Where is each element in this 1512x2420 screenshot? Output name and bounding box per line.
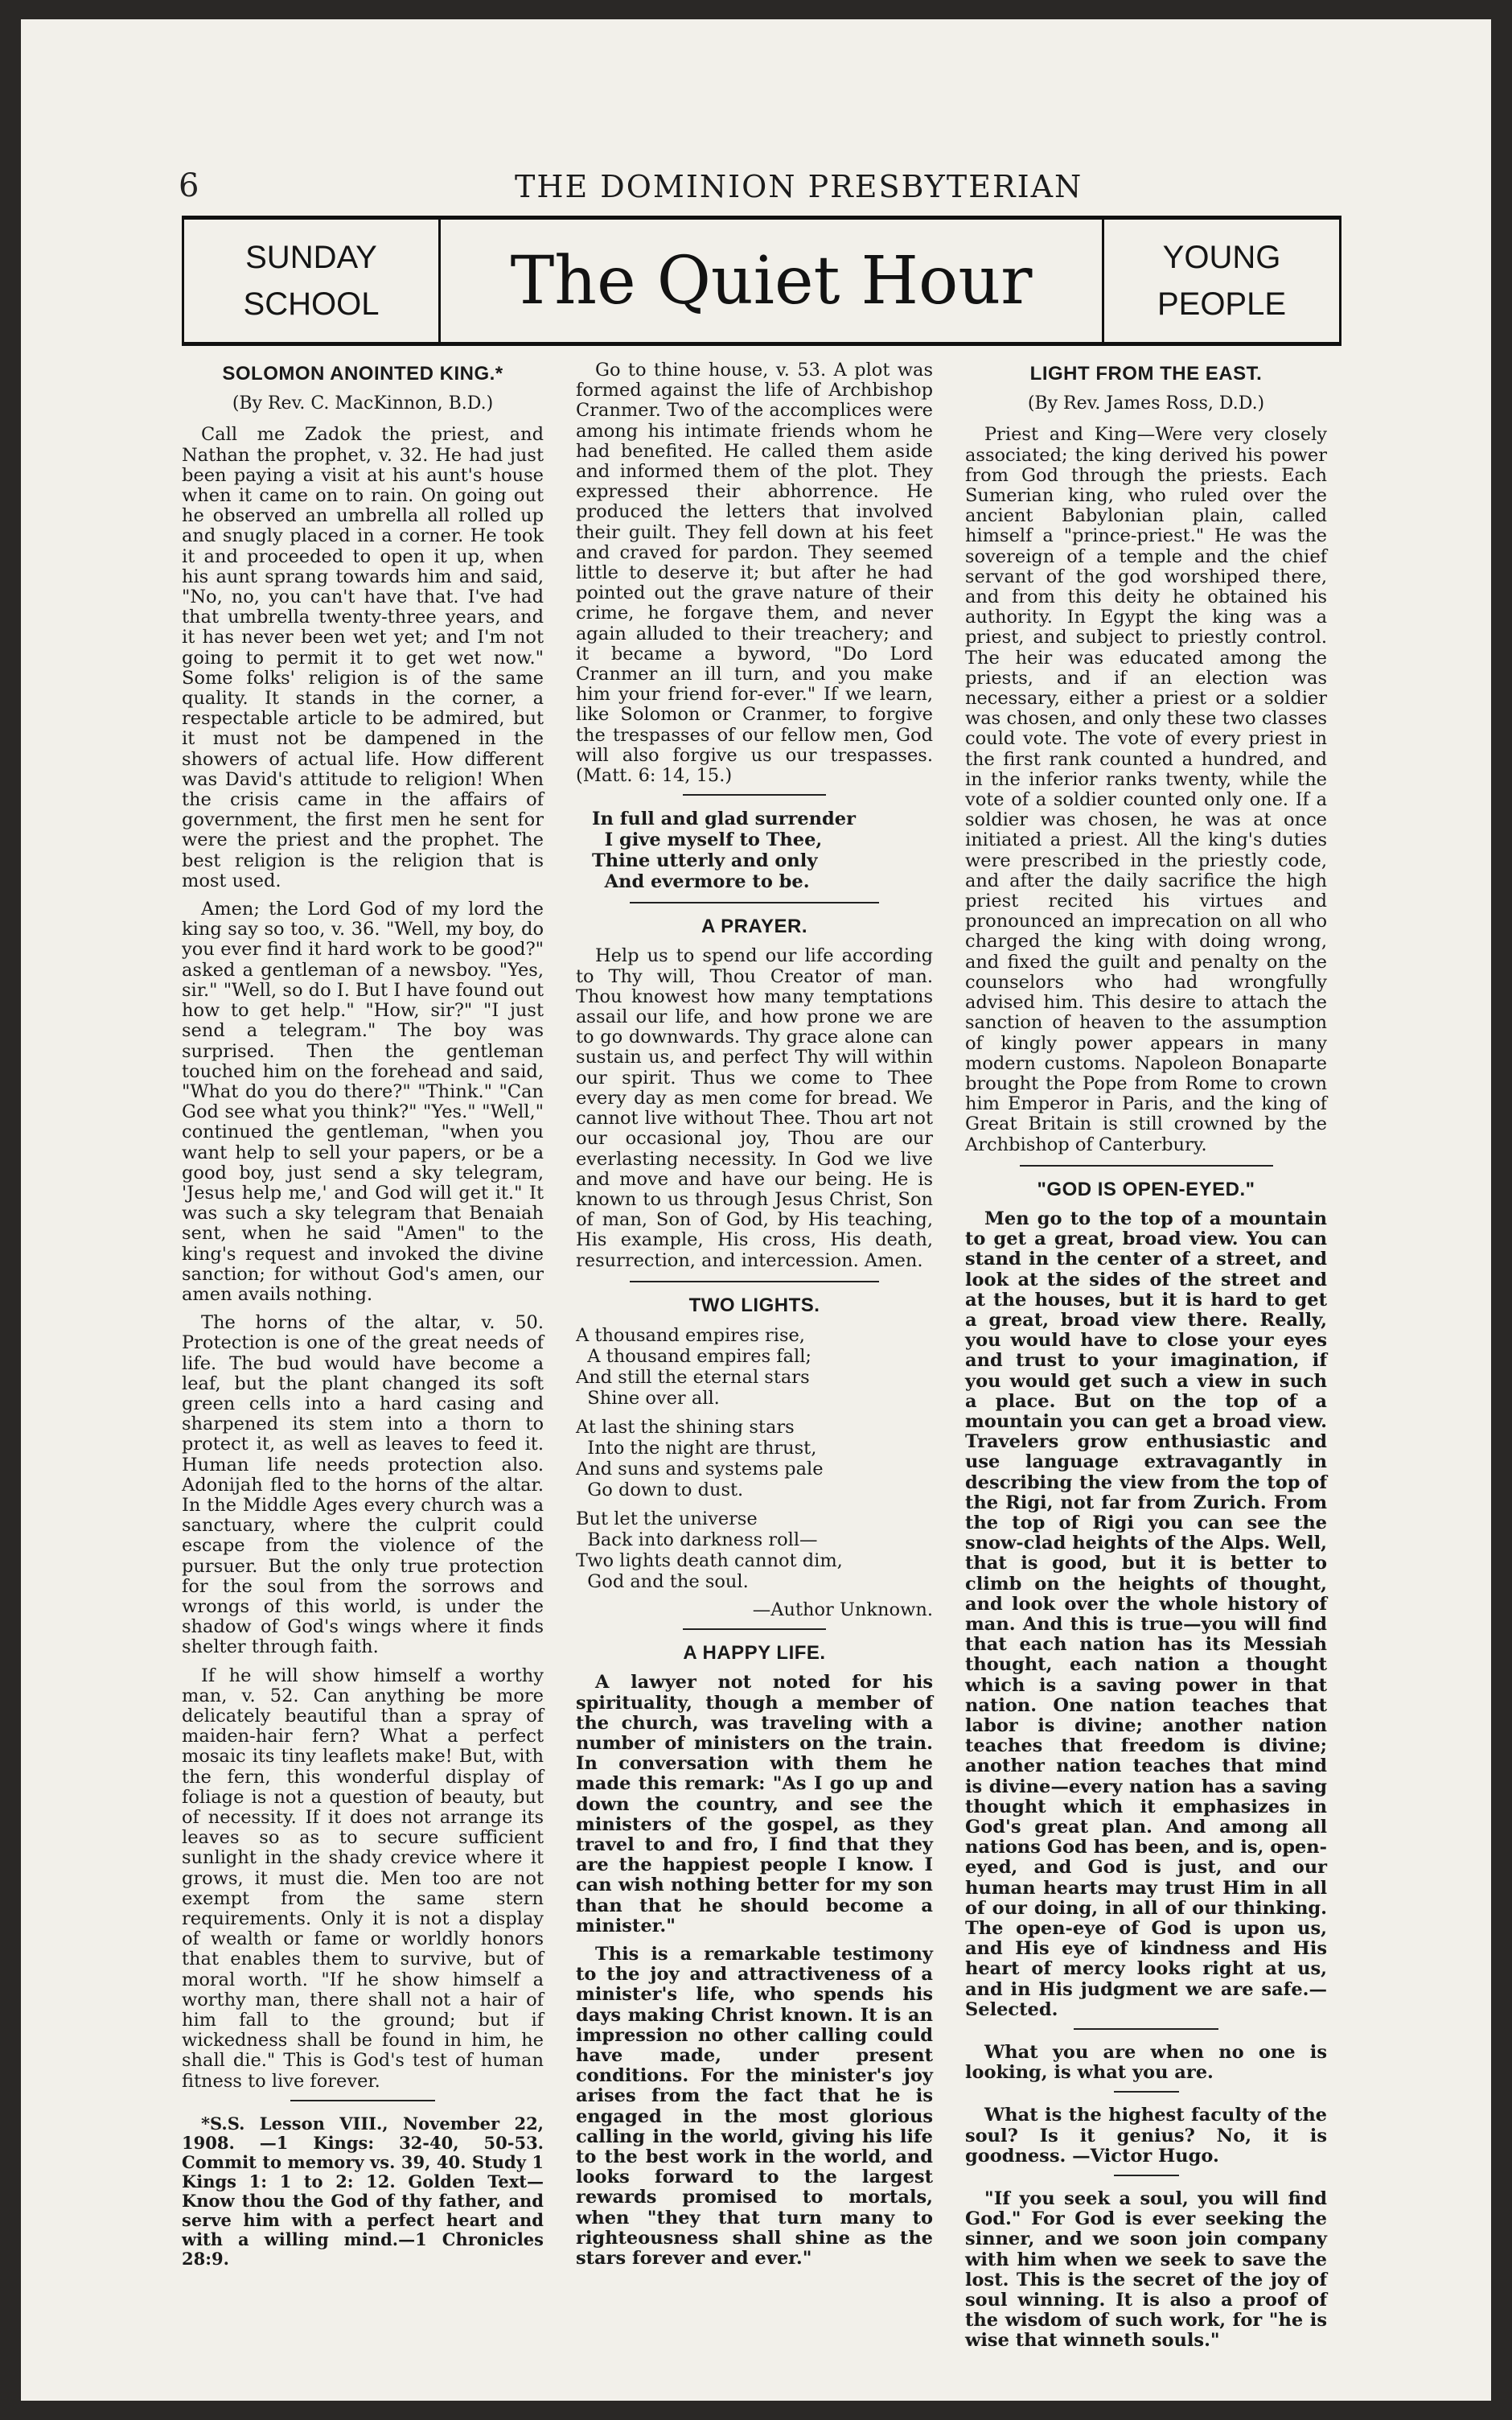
article-heading-two-lights: TWO LIGHTS. bbox=[688, 1294, 820, 1316]
quote-paragraph: What you are when no one is looking, is what you are. bbox=[965, 2042, 1327, 2084]
column-3 bbox=[965, 360, 1327, 2360]
masthead-left-box bbox=[184, 220, 441, 342]
divider bbox=[1114, 2175, 1179, 2176]
divider bbox=[683, 794, 826, 796]
masthead-right-line1: YOUNG bbox=[1162, 240, 1281, 275]
divider bbox=[683, 1628, 826, 1630]
page-number: 6 bbox=[179, 167, 199, 204]
article-paragraph: Call me Zadok the priest, and Nathan the prophet, v. 32. He had just been paying a visit at his aunt's house when it came on to rain. On going out he observed an umbrella all rolled up and snugly placed in a corner. He took it and proceeded to open it up, when his aunt sprang towards him and said, "No, no, you can't have that. I've had that umbrella twenty-three years, and it has never been wet yet; and I'm not going to permit it to get wet now." Some folks' religion is of the same quality. It stands in the corner, a respectable article to be admired, but it must not be dampened in the showers of actual life. How different was David's attitude to religion! When the crisis came in the affairs of government, the first men he sent for were the priest and the prophet. The best religion is the religion that is most used. bbox=[182, 424, 544, 891]
article-paragraph: Amen; the Lord God of my lord the king say so too, v. 36. "Well, my boy, do you ever find it hard work to be good?" asked a gentleman of a newsboy. "Yes, sir." "Well, so do I. But I have found out how to get help." "How, sir?" "I just send a telegram." The boy was surprised. Then the gentleman touched him on the forehead and said, "What do you do there?" "Think." "Can God see what you think?" "Yes." "Well," continued the gentleman, "when you want help to sell your papers, or be a good boy, just send a sky telegram, 'Jesus help me,' and God will get it." It was such a sky telegram that Benaiah sent, when he said "Amen" to the king's request and invoked the divine sanction; for without God's amen, our amen avails nothing. bbox=[182, 899, 544, 1305]
article-heading-prayer: A PRAYER. bbox=[701, 916, 808, 938]
lesson-footnote: *S.S. Lesson VIII., November 22, 1908. —1 Kings: 32-40, 50-53. Commit to memory vs. 39, 40. Study 1 Kings 1: 1 to 2: 12. Golden Text—Know thou the God of thy father, and serve him with a perfect heart and with a willing mind.—1 Chronicles 28:9. bbox=[182, 2113, 544, 2269]
poem-line: A thousand empires rise, bbox=[576, 1324, 805, 1346]
divider bbox=[1074, 2028, 1218, 2030]
article-heading-happy-life: A HAPPY LIFE. bbox=[683, 1642, 826, 1665]
divider bbox=[630, 902, 880, 903]
article-paragraph: Priest and King—Were very closely associated; the king derived his power from God through the priests. Each Sumerian king, who ruled over the ancient Babylonian plain, called himself a "prince-priest." He was the sovereign of a temple and the chief servant of the god worshiped there, and from this deity he obtained his authority. In Egypt the king was a priest, and subject to priestly control. The heir was educated among the priests, and if an election was necessary, either a priest or a soldier was chosen, and only these two classes could vote. The vote of every priest in the first rank counted a hundred, and in the inferior ranks twenty, while the vote of a soldier counted only one. If a soldier was chosen, he was at once initiated a priest. All the king's duties were prescribed in the priestly code, and after the daily sacrifice the high priest recited his virtues and pronounced an imprecation on all who charged the king with doing wrong, and fixed the guilt and penalty on the counselors who had wrongfully advised him. This desire to attach the sanction of heaven to the assumption of kingly power appears in many modern customs. Napoleon Bonaparte brought the Pope from Rome to crown him Emperor in Paris, and the king of Great Britain is still crowned by the Archbishop of Canterbury. bbox=[965, 424, 1327, 1155]
masthead-right-box bbox=[1102, 220, 1339, 342]
masthead-left-line1: SUNDAY bbox=[245, 240, 377, 275]
divider bbox=[630, 1281, 880, 1282]
poem-line: Back into darkness roll— bbox=[576, 1529, 818, 1550]
poem-author: —Author Unknown. bbox=[752, 1599, 933, 1620]
masthead-title: The Quiet Hour bbox=[510, 242, 1033, 319]
column-1 bbox=[182, 360, 544, 2277]
masthead-right-line2: PEOPLE bbox=[1157, 286, 1287, 322]
poem-line: But let the universe bbox=[576, 1508, 758, 1529]
prayer-text: Help us to spend our life according to Thy will, Thou Creator of man. Thou knowest how many temptations assail our life, and how prone we are to go downwards. Thy grace alone can sustain us, and perfect Thy will within our spirit. Thus we come to Thee every day as men come for bread. We cannot live without Thee. Thou art not our occasional joy, Thou are our everlasting necessity. In God we live and move and have our being. He is known to us through Jesus Christ, Son of man, Son of God, by His teaching, His example, His cross, His death, resurrection, and intercession. Amen. bbox=[576, 945, 933, 1271]
article-byline: (By Rev. C. MacKinnon, B.D.) bbox=[232, 393, 494, 414]
verse-line: Thine utterly and only bbox=[592, 850, 818, 872]
divider bbox=[1114, 2091, 1179, 2093]
masthead-left-line2: SCHOOL bbox=[243, 286, 380, 322]
verse-line: And evermore to be. bbox=[592, 871, 810, 893]
masthead bbox=[182, 216, 1341, 346]
running-head: THE DOMINION PRESBYTERIAN bbox=[515, 169, 1083, 204]
article-paragraph: A lawyer not noted for his spirituality, though a member of the church, was traveling with a number of ministers on the train. In conversation with them he made this remark: "As I go up and down the country, and see the ministers of the gospel, as they travel to and fro, I find that they are the happiest people I know. I can wish nothing better for my son than that he should become a minister." bbox=[576, 1672, 933, 1936]
column-2 bbox=[576, 360, 933, 2277]
verse-line: In full and glad surrender bbox=[592, 809, 856, 830]
verse-surrender bbox=[576, 809, 933, 892]
quote-paragraph: What is the highest faculty of the soul? Is it genius? No, it is goodness. —Victor Hugo. bbox=[965, 2105, 1327, 2167]
poem-line: At last the shining stars bbox=[576, 1416, 795, 1438]
verse-line: I give myself to Thee, bbox=[592, 829, 823, 851]
article-heading-solomon: SOLOMON ANOINTED KING.* bbox=[222, 363, 503, 385]
poem-line: Go down to dust. bbox=[576, 1479, 744, 1500]
divider bbox=[290, 2100, 435, 2101]
poem-stanza bbox=[576, 1325, 933, 1409]
article-paragraph: The horns of the altar, v. 50. Protection is one of the great needs of life. The bud would have become a leaf, but the plant changed its soft green cells into a hard casing and sharpened its stem into a thorn to protect it, as well as leaves to feed it. Human life needs protection also. Adonijah fled to the horns of the altar. In the Middle Ages every church was a sanctuary, where the culprit could escape from the violence of the pursuer. But the only true protection for the soul from the sorrows and wrongs of this world, is under the shadow of God's wings where it finds shelter through faith. bbox=[182, 1312, 544, 1658]
poem-line: And suns and systems pale bbox=[576, 1458, 824, 1480]
poem-line: A thousand empires fall; bbox=[576, 1345, 812, 1367]
article-heading-open-eyed: "GOD IS OPEN-EYED." bbox=[1037, 1178, 1255, 1200]
article-byline: (By Rev. James Ross, D.D.) bbox=[1027, 393, 1265, 414]
article-paragraph: This is a remarkable testimony to the joy and attractiveness of a minister's life, who spends his days making Christ known. It is an impression no other calling could have made, under present conditions. For the minister's joy arises from the fact that he is engaged in the most glorious calling in the world, giving his life to the best work in the world, and looks forward to the largest rewards promised to mortals, when "they that turn many to righteousness shall shine as the stars forever and ever." bbox=[576, 1943, 933, 2270]
quote-paragraph: "If you seek a soul, you will find God." For God is ever seeking the sinner, and we soon join company with him when we seek to save the lost. This is the secret of the joy of soul winning. It is also a proof of the wisdom of such work, for "he is wise that winneth souls." bbox=[965, 2188, 1327, 2352]
poem-line: Into the night are thrust, bbox=[576, 1437, 817, 1459]
article-paragraph: Men go to the top of a mountain to get a great, broad view. You can stand in the center of a street, and look at the sides of the street and at the houses, but it is hard to get a great, broad view there. Really, you would have to close your eyes and trust to your imagination, if you would get such a view in such a place. But on the top of a mountain you can get a broad view. Travelers grow enthusiastic and use language extravagantly in describing the view from the top of the Rigi, not far from Zurich. From the top of Rigi you can see the snow-clad heights of the Alps. Well, that is good, but it is better to climb on the heights of thought, and look over the whole history of man. And this is true—you will find that each nation has its Messiah thought, each nation a thought which is a saving power in that nation. One nation teaches that labor is divine; another nation teaches that freedom is divine; another nation teaches that mind is divine—every nation has a saving thought which it emphasizes in God's great plan. And among all nations God has been, and is, open-eyed, and God is just, and our human hearts may trust Him in all of our doing, in all of our thinking. The open-eye of God is upon us, and His eye of kindness and His heart of mercy looks right at us, and in His judgment we are safe.—Selected. bbox=[965, 1208, 1327, 2020]
poem-stanza bbox=[576, 1417, 933, 1500]
poem-line: God and the soul. bbox=[576, 1570, 749, 1592]
poem-stanza bbox=[576, 1508, 933, 1592]
article-heading-light-east: LIGHT FROM THE EAST. bbox=[1029, 363, 1263, 385]
poem-line: Shine over all. bbox=[576, 1387, 720, 1409]
divider bbox=[1020, 1165, 1273, 1167]
article-paragraph: Go to thine house, v. 53. A plot was formed against the life of Archbishop Cranmer. Two of the accomplices were among his intimate friends whom he had benefited. He called them aside and informed them of the plot. They expressed their abhorrence. He produced the letters that involved their guilt. They fell down at his feet and craved for pardon. They seemed little to deserve it; but after he had pointed out the grave nature of their crime, he forgave them, and never again alluded to their treachery; and it became a byword, "Do Lord Cranmer an ill turn, and you make him your friend for-ever." If we learn, like Solomon or Cranmer, to forgive the trespasses of our fellow men, God will also forgive us our trespasses. (Matt. 6: 14, 15.) bbox=[576, 360, 933, 787]
poem-line: And still the eternal stars bbox=[576, 1366, 810, 1388]
article-paragraph: If he will show himself a worthy man, v. 52. Can anything be more delicately beautiful than a spray of maiden-hair fern? What a perfect mosaic its tiny leaflets make! But, with the fern, this wonderful display of foliage is not a question of beauty, but of necessity. If it does not arrange its leaves so as to secure sufficient sunlight in the shady crevice where it grows, it must die. Men too are not exempt from the same stern requirements. Only it is not a display of wealth or fame or worldly honors that enables them to survive, but of moral worth. "If he show himself a worthy man, there shall not a hair of him fall to the ground; but if wickedness shall be found in him, he shall die." This is God's test of human fitness to live forever. bbox=[182, 1665, 544, 2092]
poem-line: Two lights death cannot dim, bbox=[576, 1550, 843, 1571]
